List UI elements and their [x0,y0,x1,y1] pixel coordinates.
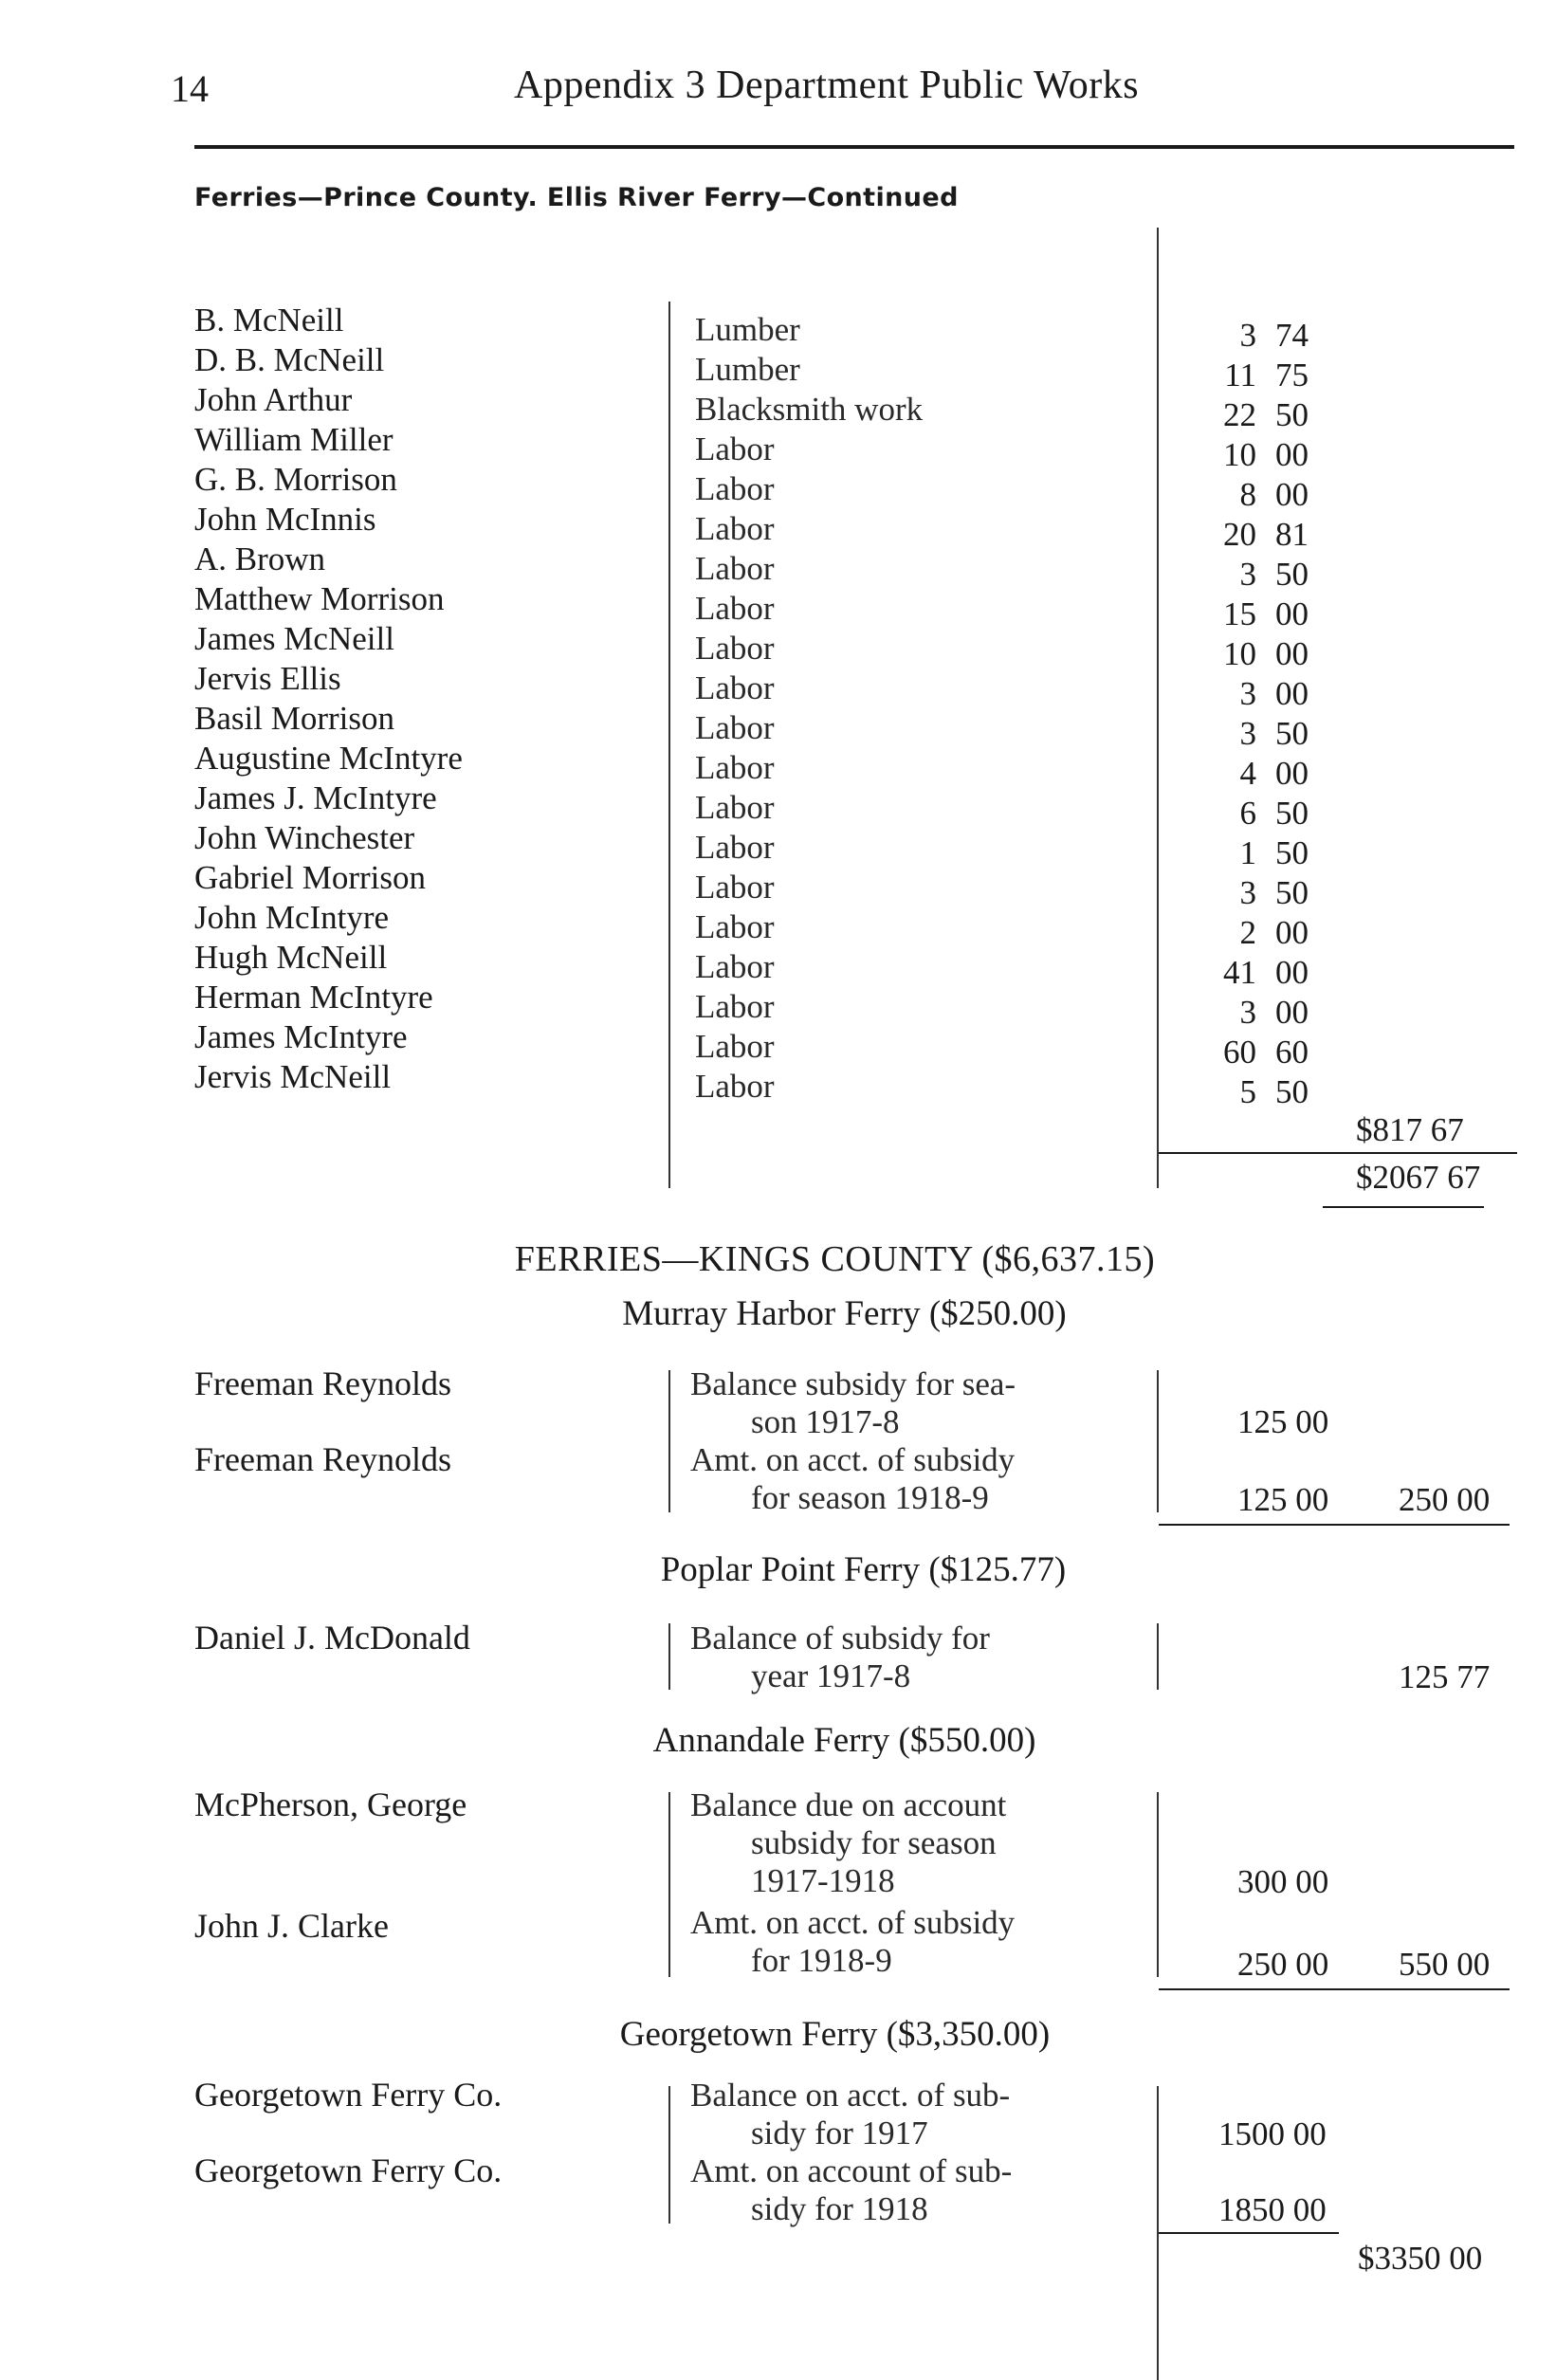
annandale-entry-2-name: John J. Clarke [194,1907,389,1945]
georgetown-entry-1-name: Georgetown Ferry Co. [194,2076,503,2114]
table-row [194,819,1522,871]
payment-description: Labor [695,1028,775,1065]
amount-dollars: 3 [1239,556,1256,593]
payment-description: Labor [695,869,775,906]
payee-name: John Arthur [194,381,353,418]
total-rule [1323,1206,1484,1208]
amount-dollars: 3 [1239,675,1256,712]
georgetown-divider-left [668,2086,670,2224]
amount-dollars: 6 [1239,795,1256,832]
murray-entry-1-desc: Balance subsidy for sea- son 1917-8 [690,1365,1016,1440]
amount-dollars: 20 [1223,516,1256,553]
table-row [194,899,1522,951]
amount-dollars: 3 [1239,715,1256,752]
payee-name: Herman McIntyre [194,979,433,1016]
poplar-divider-right [1157,1623,1159,1690]
payment-description: Labor [695,550,775,587]
amount-cents: 50 [1275,1073,1309,1110]
poplar-entry-1-desc: Balance of subsidy for year 1917-8 [690,1620,990,1694]
georgetown-entry-2-desc: Amt. on account of sub- sidy for 1918 [690,2152,1013,2227]
payment-description: Labor [695,590,775,627]
amount-dollars: 4 [1239,755,1256,792]
amount-cents: 60 [1275,1034,1309,1071]
payee-name: Augustine McIntyre [194,740,463,777]
amount-dollars: 15 [1223,595,1256,632]
amount-cents: 50 [1275,556,1309,593]
payee-name: Jervis Ellis [194,660,341,697]
amount-cents: 50 [1275,834,1309,871]
amount-dollars: 41 [1223,954,1256,991]
table-row [194,700,1522,752]
amount-cents: 00 [1275,675,1309,712]
amount-cents: 75 [1275,357,1309,394]
section-subtitle: Ferries—Prince County. Ellis River Ferry—Continued [194,183,959,212]
table-row [194,381,1522,433]
murray-entry-2-amount: 125 00 [1237,1481,1329,1518]
payee-name: Hugh McNeill [194,939,388,976]
payment-description: Blacksmith work [695,391,924,428]
payee-name: Jervis McNeill [194,1058,392,1095]
poplar-point-heading: Poplar Point Ferry ($125.77) [660,1550,1067,1589]
amount-dollars: 22 [1223,396,1256,433]
amount-cents: 00 [1275,595,1309,632]
georgetown-entry-2-amount: 1850 00 [1218,2191,1327,2228]
payee-name: G. B. Morrison [194,461,397,498]
prince-subtotal: $817 67 [1356,1111,1464,1148]
poplar-divider-left [668,1623,670,1690]
amount-cents: 00 [1275,954,1309,991]
annandale-entry-2-desc: Amt. on acct. of subsidy for 1918-9 [690,1904,1016,1979]
table-row [194,580,1522,632]
murray-entry-1-name: Freeman Reynolds [194,1364,451,1402]
table-row [194,859,1522,911]
payment-description: Lumber [695,351,800,388]
amount-dollars: 5 [1239,1073,1256,1110]
amount-dollars: 1 [1239,834,1256,871]
annandale-entry-1-desc: Balance due on account subsidy for season 1917-1918 [690,1786,1007,1899]
amount-cents: 00 [1275,635,1309,672]
page-number: 14 [171,67,209,110]
payee-name: Gabriel Morrison [194,859,426,896]
amount-cents: 50 [1275,715,1309,752]
payee-name: James J. McIntyre [194,779,437,816]
payee-name: John Winchester [194,819,415,856]
payee-name: B. McNeill [194,302,344,339]
amount-cents: 00 [1275,436,1309,473]
amount-dollars: 3 [1239,317,1256,354]
annandale-entry-1-name: McPherson, George [194,1785,467,1823]
page-title: Appendix 3 Department Public Works [514,64,1140,107]
murray-divider-left [668,1370,670,1512]
murray-entry-1-amount: 125 00 [1237,1403,1329,1440]
amount-cents: 00 [1275,914,1309,951]
payment-description: Labor [695,709,775,746]
georgetown-entry-1-amount: 1500 00 [1218,2115,1327,2152]
payee-name: John McInnis [194,501,376,538]
annandale-rule [1159,1988,1510,1990]
amount-cents: 50 [1275,396,1309,433]
payee-name: James McNeill [194,620,394,657]
georgetown-entry-2-name: Georgetown Ferry Co. [194,2151,503,2189]
poplar-entry-1-name: Daniel J. McDonald [194,1619,470,1657]
annandale-entry-2-amount: 250 00 [1237,1946,1329,1983]
payee-name: William Miller [194,421,394,458]
payment-description: Labor [695,470,775,507]
annandale-heading: Annandale Ferry ($550.00) [652,1721,1036,1760]
georgetown-rule [1159,2232,1339,2234]
table-row [194,501,1522,553]
table-row [194,461,1522,513]
payment-description: Labor [695,510,775,547]
annandale-divider-left [668,1792,670,1977]
table-row [194,1058,1522,1110]
amount-dollars: 11 [1224,357,1256,394]
murray-rule [1159,1524,1510,1526]
georgetown-heading: Georgetown Ferry ($3,350.00) [619,2015,1051,2054]
amount-cents: 81 [1275,516,1309,553]
table-row [194,341,1522,394]
amount-cents: 00 [1275,476,1309,513]
table-row [194,421,1522,473]
table-row [194,779,1522,832]
annandale-entry-1-amount: 300 00 [1237,1863,1329,1900]
georgetown-total: $3350 00 [1358,2240,1483,2277]
amount-cents: 74 [1275,317,1309,354]
table-row [194,660,1522,712]
header-rule [194,145,1514,149]
payee-name: Basil Morrison [194,700,394,737]
amount-cents: 00 [1275,755,1309,792]
amount-dollars: 2 [1239,914,1256,951]
payment-description: Labor [695,988,775,1025]
amount-dollars: 3 [1239,994,1256,1031]
amount-cents: 50 [1275,795,1309,832]
payment-description: Labor [695,749,775,786]
murray-entry-2-desc: Amt. on acct. of subsidy for season 1918-9 [690,1441,1016,1516]
payment-description: Labor [695,908,775,945]
amount-dollars: 10 [1223,436,1256,473]
table-row [194,979,1522,1031]
subtotal-rule [1159,1152,1517,1154]
payment-description: Labor [695,789,775,826]
table-row [194,540,1522,593]
amount-dollars: 3 [1239,874,1256,911]
amount-cents: 50 [1275,874,1309,911]
georgetown-entry-1-desc: Balance on acct. of sub- sidy for 1917 [690,2077,1011,2151]
payee-name: John McIntyre [194,899,390,936]
amount-cents: 00 [1275,994,1309,1031]
payment-description: Labor [695,1068,775,1105]
murray-divider-right [1157,1370,1159,1512]
amount-dollars: 10 [1223,635,1256,672]
annandale-divider-right [1157,1792,1159,1977]
payment-description: Labor [695,948,775,985]
payee-name: Matthew Morrison [194,580,445,617]
kings-county-heading: FERRIES—KINGS COUNTY ($6,637.15) [514,1239,1156,1279]
amount-dollars: 8 [1239,476,1256,513]
payment-description: Labor [695,669,775,706]
murray-total: 250 00 [1399,1481,1491,1518]
payment-description: Lumber [695,311,800,348]
poplar-total: 125 77 [1399,1658,1491,1695]
table-row [194,939,1522,991]
table-row [194,1018,1522,1071]
payee-name: D. B. McNeill [194,341,385,378]
table-row [194,620,1522,672]
table-row [194,740,1522,792]
murray-harbor-heading: Murray Harbor Ferry ($250.00) [622,1294,1067,1333]
murray-entry-2-name: Freeman Reynolds [194,1440,451,1478]
payment-description: Labor [695,829,775,866]
annandale-total: 550 00 [1399,1946,1491,1983]
payment-description: Labor [695,630,775,667]
payee-name: James McIntyre [194,1018,408,1055]
payment-description: Labor [695,430,775,467]
table-row [194,302,1522,354]
prince-total: $2067 67 [1356,1159,1481,1196]
amount-dollars: 60 [1223,1034,1256,1071]
payee-name: A. Brown [194,540,326,577]
